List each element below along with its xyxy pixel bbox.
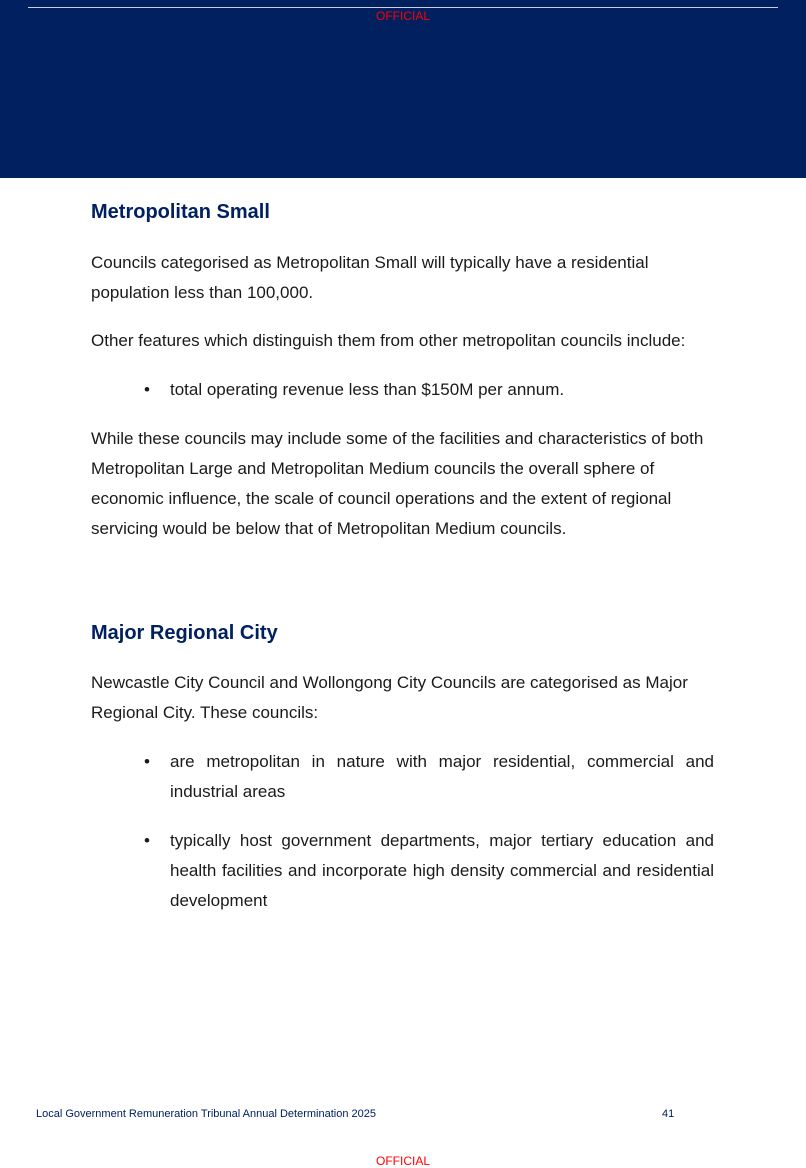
page-content	[91, 196, 714, 916]
bullet-dot-icon: •	[144, 752, 150, 771]
bullet-text: are metropolitan in nature with major residential, commercial and industrial areas	[170, 752, 714, 801]
header-rule	[28, 7, 778, 8]
metropolitan-small-intro: Councils categorised as Metropolitan Small will typically have a residential population less than 100,000.	[91, 253, 649, 302]
metropolitan-small-closing: While these councils may include some of the facilities and characteristics of both Metropolitan Large and Metropolitan Medium councils the overall sphere of economic influence, the scale of council operations and the extent of regional servicing would be below that of Metropolitan Medium councils.	[91, 429, 704, 538]
header-banner	[0, 0, 806, 178]
list-item	[91, 826, 714, 916]
footer-page-number: 41	[662, 1108, 675, 1120]
official-marking-top: OFFICIAL	[375, 9, 430, 23]
metropolitan-small-bullet-list	[91, 375, 714, 405]
section-heading-metropolitan-small: Metropolitan Small	[91, 201, 270, 223]
major-regional-city-intro: Newcastle City Council and Wollongong City Councils are categorised as Major Regional City. These councils:	[91, 673, 688, 722]
metropolitan-small-features-lead: Other features which distinguish them from other metropolitan councils include:	[91, 331, 686, 350]
bullet-text: total operating revenue less than $150M per annum.	[170, 380, 565, 399]
footer-document-title: Local Government Remuneration Tribunal Annual Determination 2025	[36, 1108, 376, 1120]
list-item	[91, 375, 714, 405]
bullet-dot-icon: •	[144, 831, 150, 850]
section-heading-major-regional-city: Major Regional City	[91, 622, 278, 644]
major-regional-city-bullet-list	[91, 747, 714, 916]
bullet-text: typically host government departments, major tertiary education and health facilities and incorporate high density commercial and residential development	[170, 831, 714, 910]
list-item	[91, 747, 714, 807]
official-marking-bottom: OFFICIAL	[375, 1154, 430, 1168]
bullet-dot-icon: •	[144, 380, 150, 399]
